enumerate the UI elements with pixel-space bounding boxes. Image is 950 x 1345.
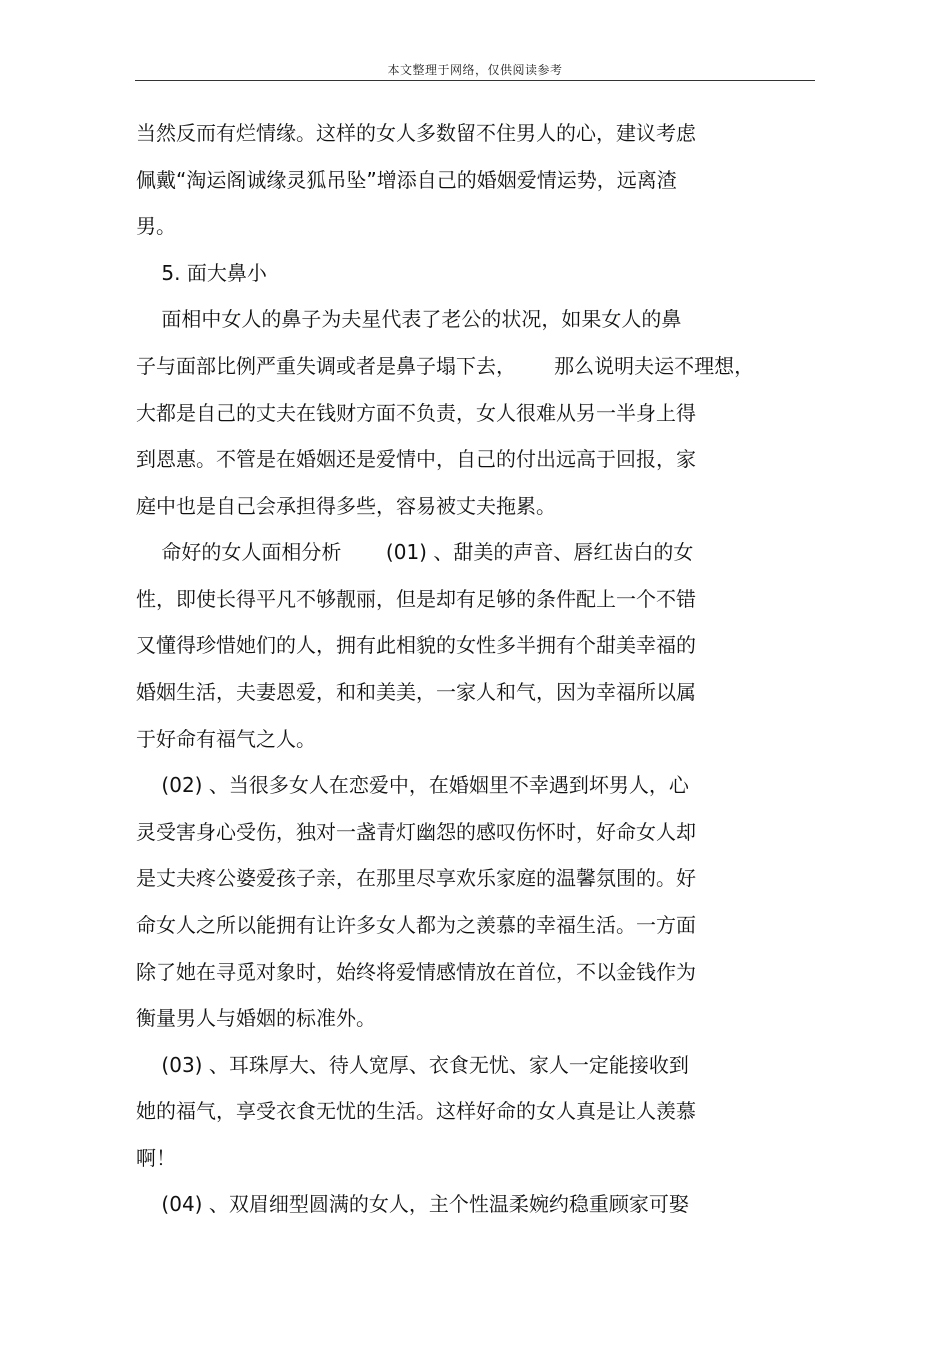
text-line: 命女人之所以能拥有让许多女人都为之羡慕的幸福生活。一方面 <box>136 913 696 937</box>
text-line: 面相中女人的鼻子为夫星代表了老公的状况，如果女人的鼻 <box>136 307 682 331</box>
text-line: 庭中也是自己会承担得多些，容易被丈夫拖累。 <box>136 494 556 518</box>
text-line: 衡量男人与婚姻的标准外。 <box>136 1006 376 1030</box>
text-line: 于好命有福气之人。 <box>136 727 316 751</box>
text-line: 命好的女人面相分析 (01) 、甜美的声音、唇红齿白的女 <box>136 540 694 564</box>
text-line: 佩戴“淘运阁诚缘灵狐吊坠”增添自己的婚姻爱情运势，远离渣 <box>136 168 677 192</box>
text-line: 啊！ <box>136 1146 176 1170</box>
text-line: (04) 、双眉细型圆满的女人，主个性温柔婉约稳重顾家可娶 <box>136 1192 689 1216</box>
header-divider <box>135 80 815 81</box>
text-line: 子与面部比例严重失调或者是鼻子塌下去， 那么说明夫运不理想， <box>136 354 755 378</box>
section-heading: 5. 面大鼻小 <box>136 261 267 285</box>
text-line: 除了她在寻觅对象时，始终将爱情感情放在首位，不以金钱作为 <box>136 960 696 984</box>
text-line: 到恩惠。不管是在婚姻还是爱情中，自己的付出远高于回报，家 <box>136 447 696 471</box>
text-line: 她的福气，享受衣食无忧的生活。这样好命的女人真是让人羡慕 <box>136 1099 696 1123</box>
text-line: 又懂得珍惜她们的人，拥有此相貌的女性多半拥有个甜美幸福的 <box>136 633 696 657</box>
text-line: (03) 、耳珠厚大、待人宽厚、衣食无忧、家人一定能接收到 <box>136 1053 689 1077</box>
text-line: 婚姻生活，夫妻恩爱，和和美美，一家人和气，因为幸福所以属 <box>136 680 696 704</box>
text-line: (02) 、当很多女人在恋爱中，在婚姻里不幸遇到坏男人，心 <box>136 773 689 797</box>
text-line: 是丈夫疼公婆爱孩子亲，在那里尽享欢乐家庭的温馨氛围的。好 <box>136 866 696 890</box>
text-line: 大都是自己的丈夫在钱财方面不负责，女人很难从另一半身上得 <box>136 401 696 425</box>
header-text: 本文整理于网络，仅供阅读参考 <box>387 63 563 77</box>
text-line: 男。 <box>136 214 176 238</box>
text-line: 性，即使长得平凡不够靓丽，但是却有足够的条件配上一个不错 <box>136 587 696 611</box>
text-line: 灵受害身心受伤，独对一盏青灯幽怨的感叹伤怀时，好命女人却 <box>136 820 696 844</box>
text-line: 当然反而有烂情缘。这样的女人多数留不住男人的心，建议考虑 <box>136 121 696 145</box>
